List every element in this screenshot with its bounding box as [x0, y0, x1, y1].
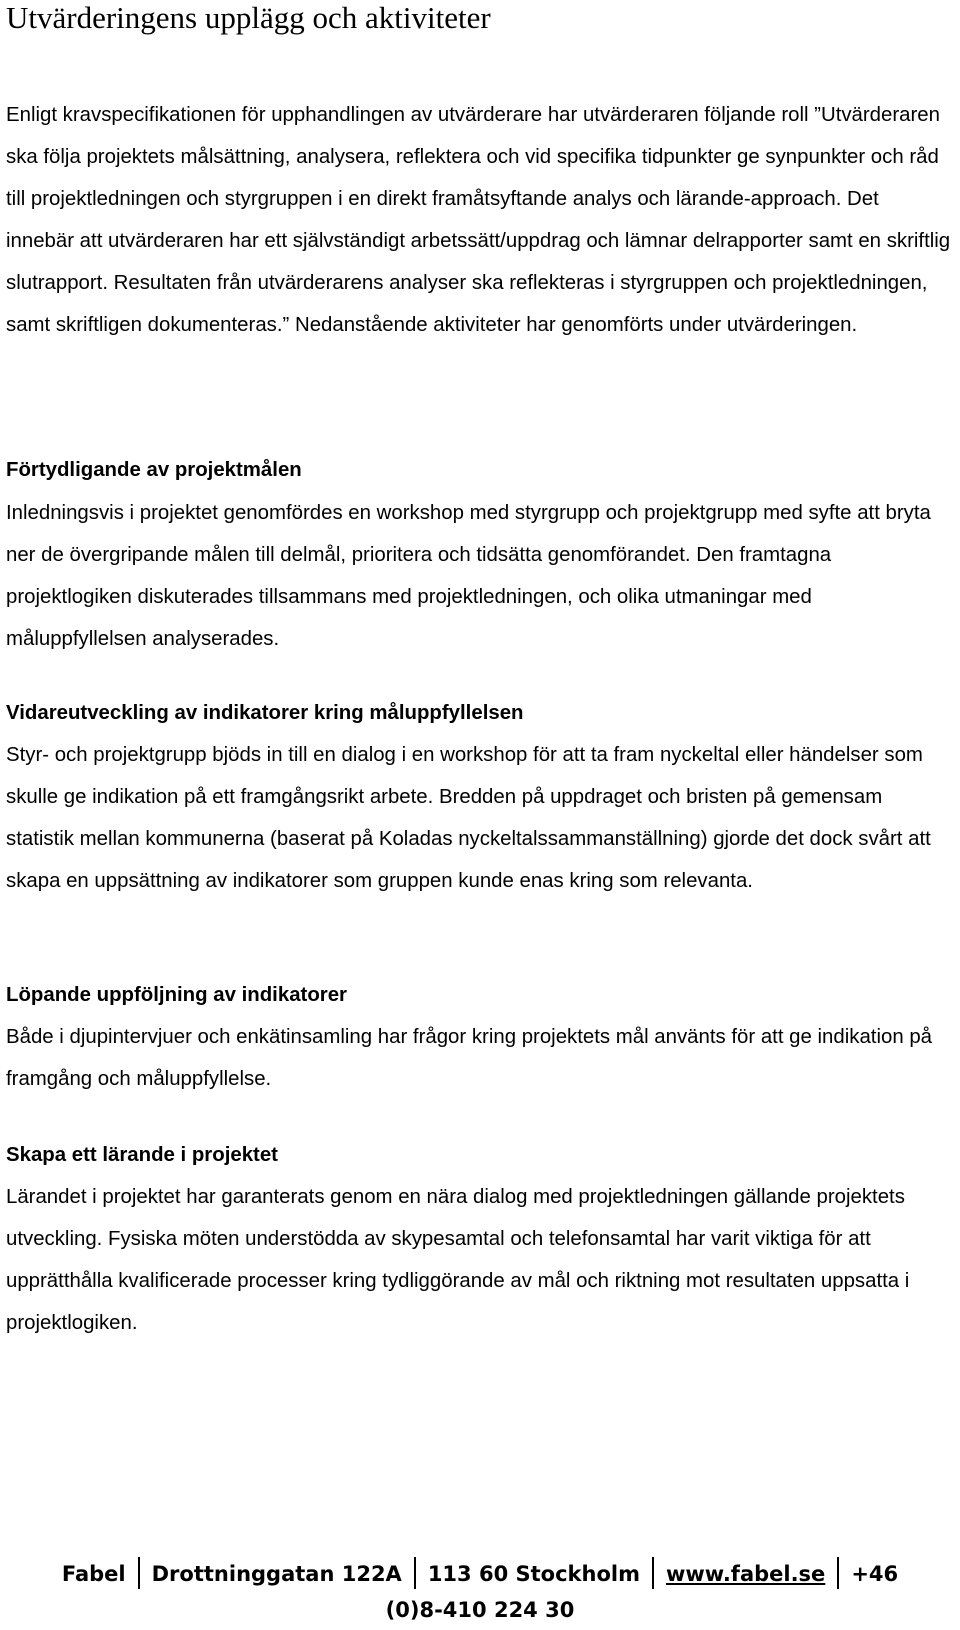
page-title: Utvärderingens upplägg och aktiviteter: [6, 0, 491, 35]
footer-separator: [414, 1557, 416, 1589]
section-heading-larande: Skapa ett lärande i projektet: [6, 1144, 278, 1166]
section-heading-uppfoljning: Löpande uppföljning av indikatorer: [6, 984, 347, 1006]
section-heading-indikatorer: Vidareutveckling av indikatorer kring måluppfyllelsen: [6, 702, 524, 724]
footer-separator: [138, 1557, 140, 1589]
footer-separator: [652, 1557, 654, 1589]
footer-separator: [837, 1557, 839, 1589]
footer-phone-prefix: +46: [851, 1562, 899, 1586]
footer-address-line: [0, 1557, 960, 1589]
footer-company: Fabel: [61, 1562, 126, 1586]
footer-website-link[interactable]: www.fabel.se: [665, 1562, 826, 1586]
footer-phone-number: (0)8-410 224 30: [385, 1598, 575, 1622]
section-text-larande: Lärandet i projektet har garanterats genom en nära dialog med projektledningen gällande projektets utveckling. Fysiska möten understödda av skypesamtal och telefonsamtal har varit viktiga för att upprätthålla kvalificerade processer kring tydliggörande av mål och riktning mot resultaten uppsatta i projektlogiken.: [6, 1186, 910, 1334]
section-heading-projektmal: Förtydligande av projektmålen: [6, 459, 302, 481]
section-text-projektmal: Inledningsvis i projektet genomfördes en workshop med styrgrupp och projektgrupp med syfte att bryta ner de övergripande målen till delmål, prioritera och tidsätta genomförandet. Den framtagna projektlogiken diskuterades tillsammans med projektledningen, och olika utmaningar med måluppfyllelsen analyserades.: [6, 502, 931, 650]
footer-phone-line: [0, 1595, 960, 1625]
section-text-indikatorer: Styr- och projektgrupp bjöds in till en dialog i en workshop för att ta fram nyckeltal eller händelser som skulle ge indikation på ett framgångsrikt arbete. Bredden på uppdraget och bristen på gemensam statistik mellan kommunerna (baserat på Koladas nyckeltalssammanställning) gjorde det dock svårt att skapa en uppsättning av indikatorer som gruppen kunde enas kring som relevanta.: [6, 744, 931, 892]
intro-paragraph: Enligt kravspecifikationen för upphandlingen av utvärderare har utvärderaren följande roll ”Utvärderaren ska följa projektets målsättning, analysera, reflektera och vid specifika tidpunkter ge synpunkter och råd till projektledningen och styrgruppen i en direkt framåtsyftande analys och lärande-approach. Det innebär att utvärderaren har ett självständigt arbetssätt/uppdrag och lämnar delrapporter samt en skriftlig slutrapport. Resultaten från utvärderarens analyser ska reflekteras i styrgruppen och projektledningen, samt skriftligen dokumenteras.” Nedanstående aktiviteter har genomförts under utvärderingen.: [6, 104, 951, 336]
section-text-uppfoljning: Både i djupintervjuer och enkätinsamling har frågor kring projektets mål använts för att ge indikation på framgång och måluppfyllelse.: [6, 1026, 933, 1090]
footer-postal: 113 60 Stockholm: [427, 1562, 640, 1586]
footer-street: Drottninggatan 122A: [151, 1562, 402, 1586]
